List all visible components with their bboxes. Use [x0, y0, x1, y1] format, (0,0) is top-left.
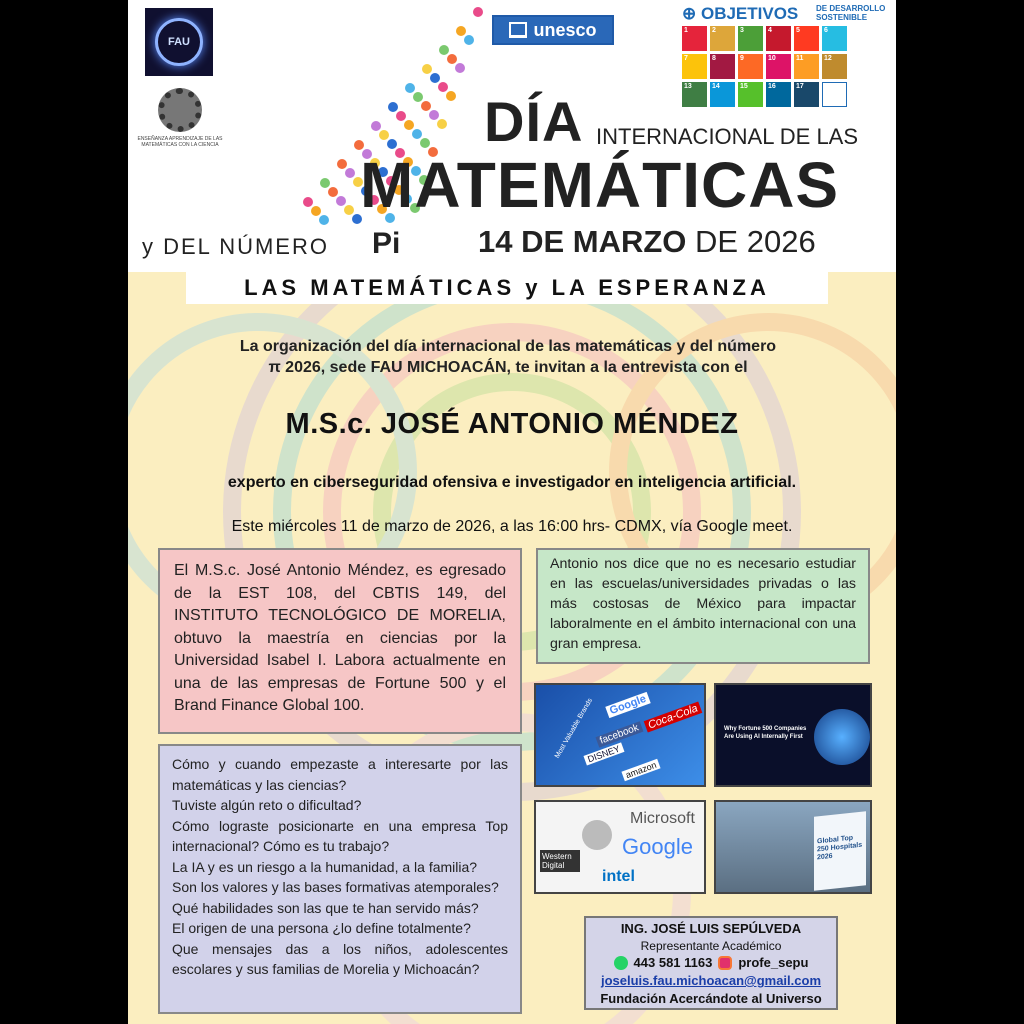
decor-dot	[311, 206, 321, 216]
header	[128, 0, 896, 272]
contact-instagram: profe_sepu	[738, 955, 809, 970]
intro-line-1: La organización del día internacional de las matemáticas y del número	[239, 338, 777, 355]
decor-dot	[438, 82, 448, 92]
decor-dot	[429, 110, 439, 120]
sdg-tile: 15	[738, 82, 763, 107]
decor-dot	[430, 73, 440, 83]
poster	[128, 0, 896, 1024]
sdg-tile: 11	[794, 54, 819, 79]
decor-dot	[396, 111, 406, 121]
contact-social-row	[586, 954, 836, 972]
hospitals-headline: Global Top 250 Hospitals 2026	[817, 834, 863, 862]
sdg-tile: 7	[682, 54, 707, 79]
brand-microsoft: Microsoft	[630, 810, 695, 827]
tagline: LAS MATEMÁTICAS y LA ESPERANZA	[186, 272, 828, 304]
question-item: El origen de una persona ¿lo define totalmente?	[172, 920, 471, 936]
decor-dot	[405, 83, 415, 93]
decor-dot	[455, 63, 465, 73]
decor-dot	[464, 35, 474, 45]
tech-brands-image	[534, 800, 706, 894]
question-item: Que mensajes das a los niños, adolescentes escolares y sus familias de Morelia y Michoacán?	[172, 940, 508, 977]
decor-dot	[413, 92, 423, 102]
contact-organization: Fundación Acercándote al Universo	[600, 991, 822, 1006]
decor-dot	[328, 187, 338, 197]
question-item: Cómo lograste posicionarte en una empresa Top internacional? Cómo es tu trabajo?	[172, 817, 508, 854]
question-item: Qué habilidades son las que te han servido más?	[172, 899, 479, 916]
sdg-title: ⊕ OBJETIVOS	[682, 4, 799, 23]
decor-dot	[387, 139, 397, 149]
decor-dot	[336, 196, 346, 206]
sdg-tile: 8	[710, 54, 735, 79]
report-cover	[814, 811, 866, 890]
sdg-tile: 9	[738, 54, 763, 79]
question-item: Cómo y cuando empezaste a interesarte por las matemáticas y las ciencias?	[172, 756, 508, 793]
whatsapp-icon	[614, 956, 628, 970]
sdg-tile: 6	[822, 26, 847, 51]
title-y-del-numero: y DEL NÚMERO	[142, 234, 329, 259]
questions-box	[158, 744, 522, 1014]
title-pi: Pi	[372, 227, 401, 260]
gear-logo-caption: ENSEÑANZA APRENDIZAJE DE LAS MATEMÁTICAS CON LA CIENCIA	[137, 136, 223, 148]
decor-dot	[388, 102, 398, 112]
brand-google: Google	[605, 692, 650, 718]
fortune500-ai-image	[714, 683, 872, 787]
date-year: DE 2026	[695, 224, 816, 259]
ai-hand-icon	[814, 709, 870, 765]
question-item: La IA y es un riesgo a la humanidad, a la familia?	[172, 858, 478, 875]
brand-intel: intel	[602, 868, 635, 885]
contact-name: ING. JOSÉ LUIS SEPÚLVEDA	[620, 921, 802, 936]
sdg-tile: 10	[766, 54, 791, 79]
brand-google-2: Google	[622, 834, 693, 859]
fau-logo-label: FAU	[155, 18, 203, 66]
brand-western-digital: Western Digital	[540, 850, 580, 872]
sdg-tile: 3	[738, 26, 763, 51]
decor-dot	[320, 178, 330, 188]
sdg-tile: 5	[794, 26, 819, 51]
contact-role: Representante Académico	[640, 939, 782, 953]
quote-box: Antonio nos dice que no es necesario estudiar en las escuelas/universidades privadas o las más costosas de México para impactar laboralmente en el ámbito internacional con una gran empresa.	[536, 548, 870, 664]
title-internacional: INTERNACIONAL DE LAS	[596, 124, 859, 149]
sdg-tile: 1	[682, 26, 707, 51]
decor-dot	[345, 168, 355, 178]
intro-line-2: π 2026, sede FAU MICHOACÁN, te invitan a la entrevista con el	[268, 359, 748, 376]
brand-disney: DISNEY	[583, 743, 624, 766]
decor-dot	[412, 129, 422, 139]
intro-text	[188, 336, 828, 378]
decor-dot	[447, 54, 457, 64]
brand-cocacola: Coca-Cola	[644, 701, 703, 732]
sdg-tile: 14	[710, 82, 735, 107]
sdg-tile: 13	[682, 82, 707, 107]
apple-icon	[582, 820, 612, 850]
contact-email[interactable]: joseluis.fau.michoacan@gmail.com	[600, 973, 822, 988]
title-matematicas: MATEMÁTICAS	[360, 149, 840, 221]
hospitals-image	[714, 800, 872, 894]
speaker-expertise: experto en ciberseguridad ofensiva e investigador en inteligencia artificial.	[227, 474, 797, 491]
contact-phone: 443 581 1163	[633, 955, 713, 970]
unesco-label: unesco	[533, 19, 597, 40]
decor-dot	[456, 26, 466, 36]
event-date-title	[478, 224, 816, 260]
sdg-tile: 4	[766, 26, 791, 51]
decor-dot	[446, 91, 456, 101]
unesco-logo	[492, 15, 614, 45]
decor-dot	[421, 101, 431, 111]
unesco-emblem-icon	[509, 22, 527, 38]
date-day-month: 14 DE MARZO	[478, 224, 687, 259]
decor-dot	[371, 121, 381, 131]
brand-amazon: amazon	[621, 759, 660, 781]
sdg-subtitle: DE DESARROLLO SOSTENIBLE	[816, 4, 886, 22]
instagram-icon	[718, 956, 732, 970]
brands-side-label: Most Valuable Brands	[553, 697, 595, 760]
decor-dot	[439, 45, 449, 55]
sdg-tile: 16	[766, 82, 791, 107]
question-item: Tuviste algún reto o dificultad?	[172, 797, 362, 813]
decor-dot	[319, 215, 329, 225]
decor-dot	[379, 130, 389, 140]
sdg-tile	[822, 82, 847, 107]
decor-dot	[303, 197, 313, 207]
decor-dot	[420, 138, 430, 148]
title-dia: DÍA	[484, 90, 584, 153]
decor-dot	[337, 159, 347, 169]
bio-box: El M.S.c. José Antonio Méndez, es egresado de la EST 108, del CBTIS 149, del INSTITUTO TECNOLÓGICO DE MORELIA, obtuvo la maestría en ciencias por la Universidad Isabel I. Labora actualmente en una de las empresas de Fortune 500 y el Brand Finance Global 100.	[158, 548, 522, 734]
decor-dot	[344, 205, 354, 215]
fortune500-headline: Why Fortune 500 Companies Are Using AI Internally First	[724, 726, 807, 740]
sdg-tile: 17	[794, 82, 819, 107]
contact-box	[584, 916, 838, 1010]
decor-dot	[437, 119, 447, 129]
sdg-tile: 2	[710, 26, 735, 51]
sdg-grid	[682, 26, 860, 107]
decor-dot	[404, 120, 414, 130]
decor-dot	[473, 7, 483, 17]
brand-facebook: facebook	[596, 721, 644, 747]
brands-image	[534, 683, 706, 787]
speaker-name: M.S.c. JOSÉ ANTONIO MÉNDEZ	[285, 408, 739, 440]
decor-dot	[422, 64, 432, 74]
event-schedule: Este miércoles 11 de marzo de 2026, a las 16:00 hrs- CDMX, vía Google meet.	[231, 518, 793, 535]
sdg-tile: 12	[822, 54, 847, 79]
question-item: Son los valores y las bases formativas atemporales?	[172, 879, 499, 895]
